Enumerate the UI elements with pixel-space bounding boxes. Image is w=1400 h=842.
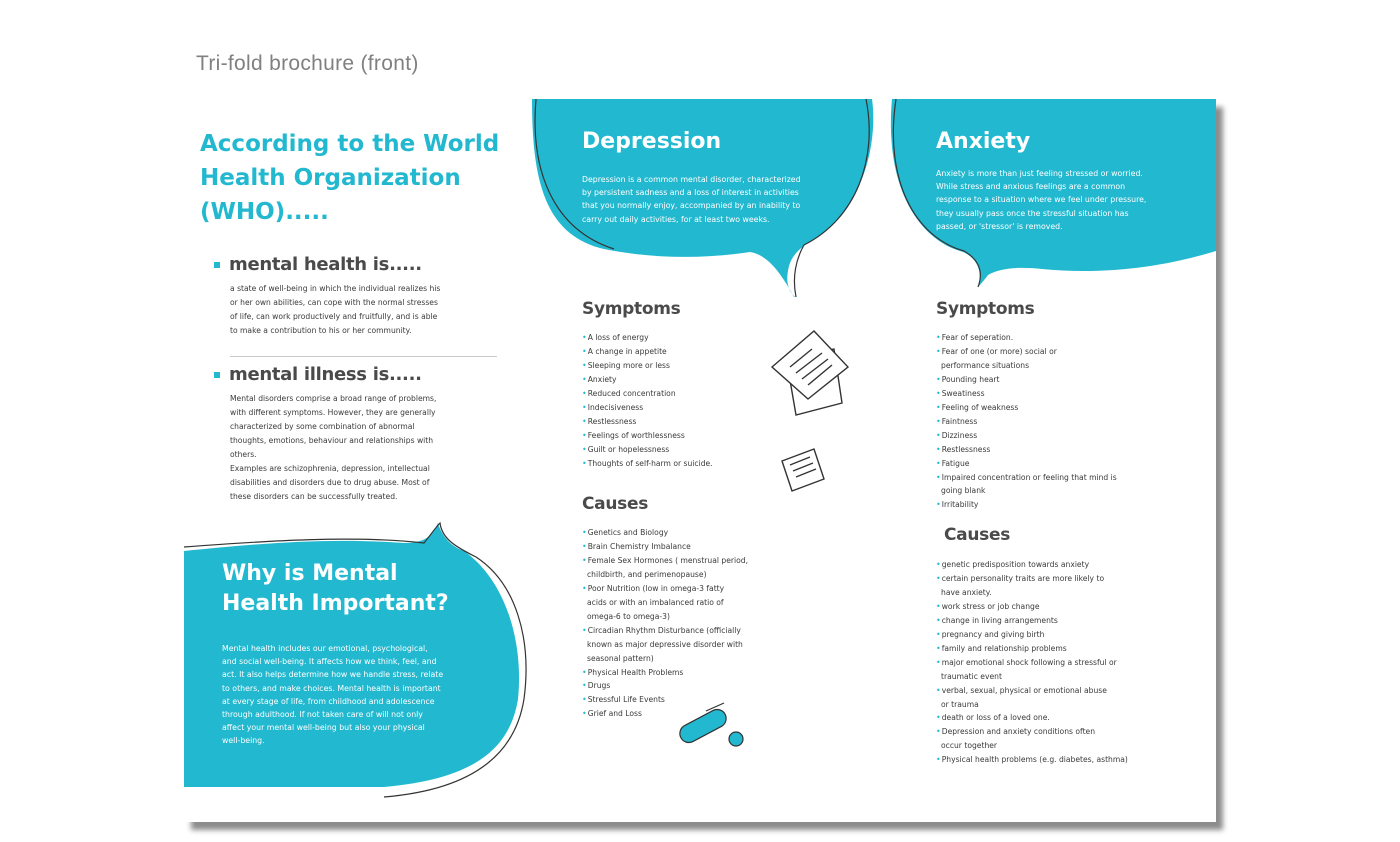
text-line: Examples are schizophrenia, depression, intellectual [230, 464, 430, 473]
depression-symptoms-heading: Symptoms [582, 299, 681, 319]
depression-symptoms-list [582, 331, 713, 471]
brochure-sheet [184, 99, 1216, 822]
list-item: •Thoughts of self-harm or suicide. [582, 458, 713, 468]
list-item: •Poor Nutrition (low in omega-3 fatty [582, 583, 725, 593]
list-item: •Genetics and Biology [582, 528, 669, 537]
list-item-continuation: seasonal pattern) [587, 653, 654, 663]
mental-health-text [230, 282, 440, 338]
small-document-icon [782, 449, 824, 491]
list-item: •Sleeping more or less [582, 360, 670, 370]
list-item: •Guilt or hopelessness [582, 444, 670, 454]
list-item: •Stressful Life Events [582, 695, 665, 705]
text-line: While stress and anxious feelings are a common [936, 182, 1126, 192]
depression-causes-heading: Causes [582, 494, 649, 514]
anxiety-symptoms-list [936, 331, 1117, 512]
list-item: •Pounding heart [936, 374, 1000, 384]
list-item: •A loss of energy [582, 333, 649, 342]
text-line: to others, and make choices. Mental health is important [222, 683, 441, 693]
list-item: •Physical Health Problems [582, 667, 684, 677]
why-title-line: Health Important? [222, 591, 449, 616]
list-item-continuation: occur together [941, 741, 998, 751]
list-item: •Dizziness [936, 430, 978, 440]
list-item: •major emotional shock following a stressful or [936, 657, 1117, 667]
anxiety-intro [936, 167, 1146, 233]
list-item-continuation: childbirth, and perimenopause) [587, 569, 707, 579]
list-item: •certain personality traits are more likely to [936, 573, 1105, 583]
list-item-continuation: performance situations [941, 360, 1030, 370]
text-line: thoughts, emotions, behaviour and relationships with [230, 436, 434, 445]
mental-illness-heading: mental illness is..... [229, 364, 422, 385]
text-line: carry out daily activities, for at least two weeks. [582, 214, 770, 224]
list-item: •work stress or job change [936, 601, 1040, 611]
square-bullet-icon [214, 262, 220, 268]
text-line: of life, can work productively and fruitfully, and is able [230, 312, 438, 321]
list-item: •Depression and anxiety conditions often [936, 727, 1096, 737]
text-line: or her own abilities, can cope with the normal stresses [230, 298, 438, 307]
list-item: •verbal, sexual, physical or emotional abuse [936, 685, 1107, 695]
text-line: and social well-being. It affects how we think, feel, and [222, 657, 437, 667]
list-item: •Irritability [936, 500, 979, 510]
list-item: •pregnancy and giving birth [936, 629, 1045, 639]
list-item: •Indecisiveness [582, 402, 644, 412]
list-item-continuation: traumatic event [941, 671, 1002, 681]
anxiety-title: Anxiety [936, 129, 1031, 154]
anxiety-symptoms-heading: Symptoms [936, 299, 1035, 319]
list-item: •Feeling of weakness [936, 402, 1019, 412]
text-line: these disorders can be successfully treated. [230, 492, 398, 501]
text-line: through adulthood. If not taken care of will not only [222, 710, 423, 720]
square-bullet-icon [214, 372, 220, 378]
text-line: Anxiety is more than just feeling stressed or worried. [936, 169, 1143, 178]
text-line: others. [230, 450, 257, 459]
text-line: disabilities and disorders due to drug abuse. Most of [230, 478, 430, 487]
text-line: a state of well-being in which the individual realizes his [230, 284, 441, 293]
text-line: that you normally enjoy, accompanied by an inability to [582, 201, 801, 211]
list-item: •Feelings of worthlessness [582, 430, 685, 440]
documents-icon [772, 331, 848, 415]
list-item-continuation: have anxiety. [941, 587, 992, 597]
text-line: response to a situation where we feel under pressure, [936, 195, 1147, 205]
list-item: •genetic predisposition towards anxiety [936, 560, 1090, 569]
list-item-continuation: known as major depressive disorder with [587, 639, 743, 649]
list-item: •Physical health problems (e.g. diabetes, asthma) [936, 755, 1128, 765]
list-item: •death or loss of a loved one. [936, 713, 1050, 723]
list-item: •Female Sex Hormones ( menstrual period, [582, 555, 749, 565]
text-line: affect your mental well-being but also your physical [222, 723, 425, 733]
text-line: at every stage of life, from childhood and adolescence [222, 696, 435, 706]
list-item-continuation: acids or with an imbalanced ratio of [587, 597, 724, 607]
page-caption: Tri-fold brochure (front) [196, 52, 419, 75]
text-line: Depression is a common mental disorder, characterized [582, 175, 801, 184]
list-item: •Brain Chemistry Imbalance [582, 541, 691, 551]
list-item: •Restlessness [582, 416, 637, 426]
list-item-continuation: going blank [941, 486, 986, 496]
list-item: •Fear of one (or more) social or [936, 346, 1057, 356]
text-line: passed, or 'stressor' is removed. [936, 221, 1063, 231]
text-line: characterized by some combination of abnormal [230, 422, 415, 431]
list-item: •Circadian Rhythm Disturbance (officially [582, 625, 741, 635]
text-line: with different symptoms. However, they are generally [230, 408, 436, 417]
list-item: •Grief and Loss [582, 709, 642, 719]
divider [230, 356, 497, 357]
mental-illness-text [230, 392, 436, 504]
list-item: •Reduced concentration [582, 388, 676, 398]
mental-illness-heading-row [214, 364, 422, 385]
depression-intro [582, 173, 801, 226]
depression-causes-list [582, 526, 748, 721]
list-item: •Anxiety [582, 374, 617, 384]
who-title: According to the World Health Organization (WHO)..... [200, 131, 500, 225]
depression-title: Depression [582, 129, 722, 154]
list-item: •Fear of seperation. [936, 333, 1014, 342]
why-title [222, 559, 449, 619]
text-line: Mental disorders comprise a broad range of problems, [230, 394, 437, 403]
list-item: •Faintness [936, 416, 978, 426]
text-line: by persistent sadness and a loss of interest in activities [582, 188, 799, 198]
why-title-line: Why is Mental [222, 561, 398, 586]
list-item: •family and relationship problems [936, 643, 1067, 653]
list-item: •Impaired concentration or feeling that mind is [936, 472, 1117, 482]
why-text [222, 642, 443, 748]
list-item: •Drugs [582, 681, 611, 691]
anxiety-causes-heading: Causes [944, 525, 1011, 545]
list-item: •Sweatiness [936, 388, 985, 398]
list-item: •change in living arrangements [936, 615, 1058, 625]
list-item: •Restlessness [936, 444, 991, 454]
anxiety-causes-list [936, 558, 1128, 767]
text-line: to make a contribution to his or her community. [230, 326, 412, 335]
text-line: well-being. [222, 736, 265, 746]
mental-health-heading: mental health is..... [229, 254, 422, 275]
list-item-continuation: or trauma [941, 699, 979, 709]
mental-health-heading-row [214, 254, 422, 275]
list-item: •Fatigue [936, 458, 970, 468]
list-item-continuation: omega-6 to omega-3) [587, 611, 670, 621]
text-line: they usually pass once the stressful situation has [936, 208, 1129, 218]
list-item: •A change in appetite [582, 346, 667, 356]
text-line: act. It also helps determine how we handle stress, relate [222, 670, 444, 680]
text-line: Mental health includes our emotional, psychological, [222, 644, 428, 653]
